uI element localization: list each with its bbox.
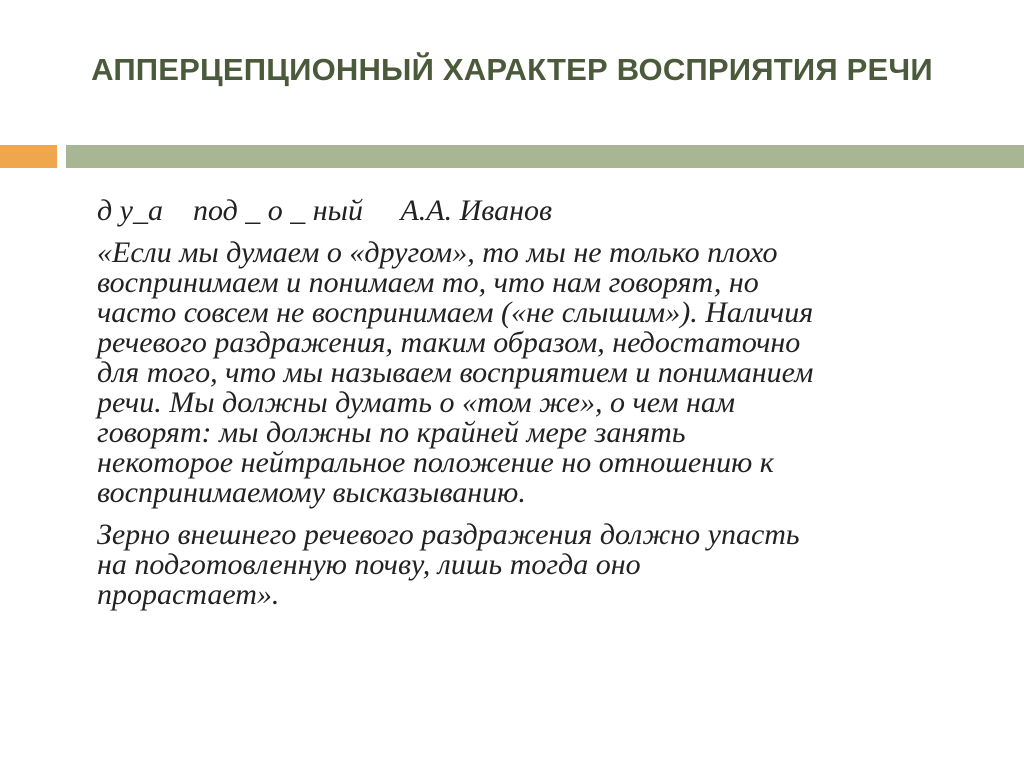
quote-line: «Если мы думаем о «другом», то мы не только плохо xyxy=(97,236,778,269)
quote-line: воспринимаем и понимаем то, что нам говорят, но xyxy=(97,266,759,299)
accent-bar-orange xyxy=(0,145,57,168)
quote-line: часто совсем не воспринимаем («не слышим»). Наличия xyxy=(97,296,814,329)
slide-body xyxy=(97,196,992,610)
quote-line: речевого раздражения, таким образом, недостаточно xyxy=(97,326,801,359)
closing-line: на подготовленную почву, лишь тогда оно xyxy=(97,548,641,581)
closing-line: Зерно внешнего речевого раздражения должно упасть xyxy=(97,518,800,551)
intro-line: д у_а под _ о _ ный А.А. Иванов xyxy=(97,194,553,227)
slide-title: АППЕРЦЕПЦИОННЫЙ ХАРАКТЕР ВОСПРИЯТИЯ РЕЧИ xyxy=(91,52,933,87)
quote-line: для того, что мы называем восприятием и пониманием xyxy=(97,356,814,389)
quote-line: говорят: мы должны по крайней мере занять xyxy=(97,416,686,449)
closing-line: прорастает». xyxy=(97,578,280,611)
quote-line: воспринимаемому высказыванию. xyxy=(97,476,526,509)
quote-line: речи. Мы должны думать о «том же», о чем нам xyxy=(97,386,736,419)
quote-line: некоторое нейтральное положение но отношению к xyxy=(97,446,774,479)
accent-bar-green xyxy=(66,145,1024,168)
